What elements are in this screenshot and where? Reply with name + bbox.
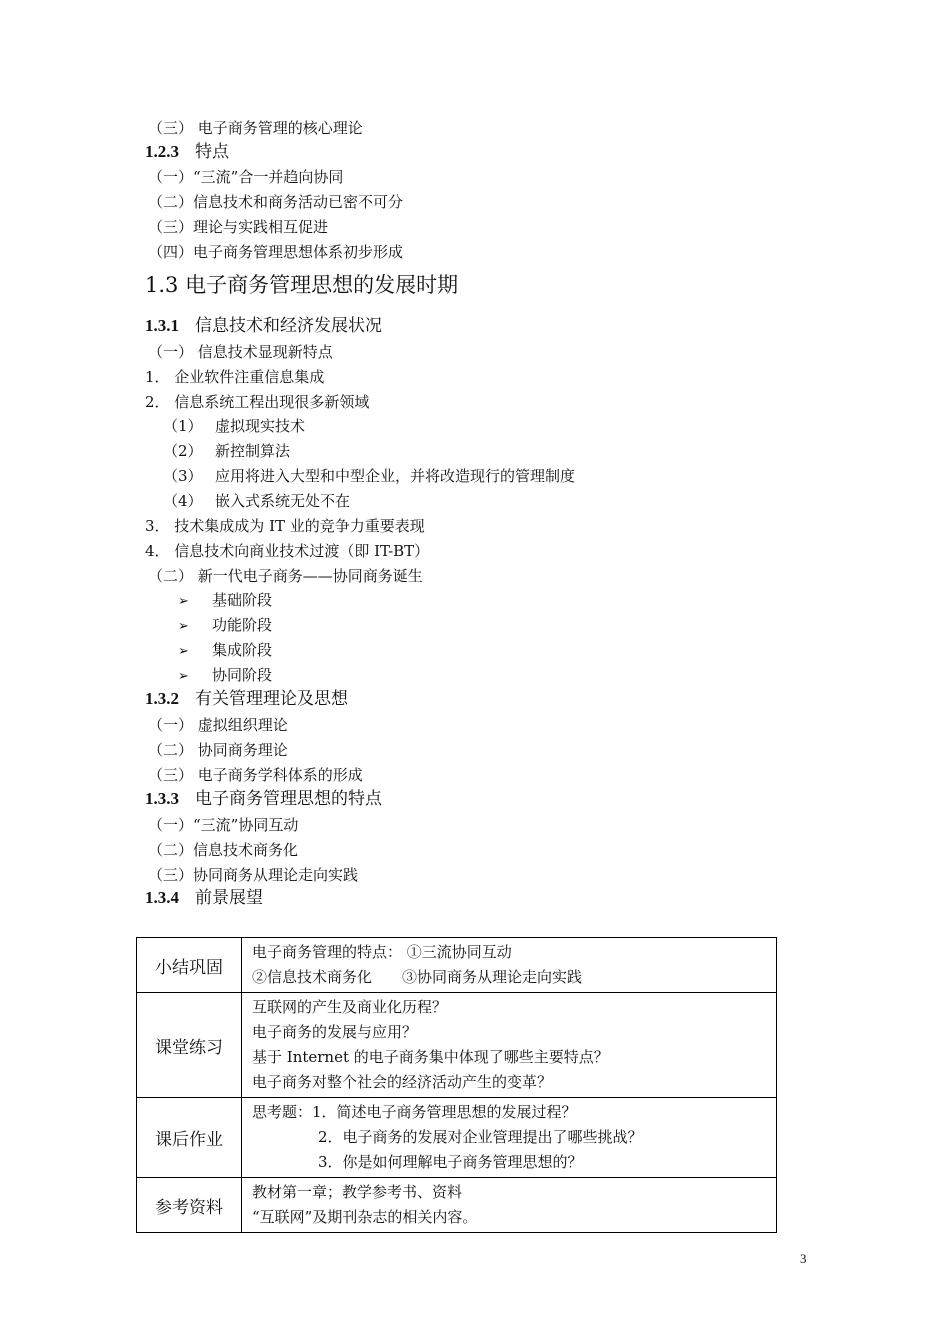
row-label: 课后作业 [137,1098,242,1178]
text-line: （三）协同商务从理论走向实践 [148,866,359,884]
text-line: 4． 信息技术向商业技术过渡（即 IT-BT） [145,542,430,560]
content-line: 思考题：1．简述电子商务管理思想的发展过程？ [252,1103,577,1121]
content-line: “互联网”及期刊杂志的相关内容。 [252,1208,478,1226]
bullet-item [178,640,272,662]
section-heading [145,141,229,163]
text-line: （一）“三流”合一并趋向协同 [148,168,344,186]
section-number: 1.3.1 [145,316,179,335]
content-line: 电子商务的发展与应用？ [252,1023,418,1041]
row-content [242,1098,777,1178]
content-line: 互联网的产生及商业化历程？ [252,998,448,1016]
bullet-item [178,590,272,612]
section-number: 1.2.3 [145,142,179,161]
row-content [242,1178,777,1233]
text-line: （二） 协同商务理论 [148,741,288,759]
table-row [137,1098,777,1178]
content-line: 基于 Internet 的电子商务集中体现了哪些主要特点？ [252,1048,609,1066]
sub-item-text: 虚拟现实技术 [215,417,306,435]
row-label: 参考资料 [137,1178,242,1233]
section-heading [145,315,382,337]
text-line: （三） 电子商务管理的核心理论 [148,119,363,137]
page-number: 3 [800,1251,807,1266]
sub-item-text: 应用将进入大型和中型企业，并将改造现行的管理制度 [215,467,576,485]
text-line: （一） 虚拟组织理论 [148,716,288,734]
section-heading [145,688,348,710]
bullet-text: 协同阶段 [212,666,273,684]
text-line: 1． 企业软件注重信息集成 [145,368,325,386]
arrow-bullet-icon: ➢ [178,594,189,609]
sub-item-mark: （4） [163,492,203,510]
sub-item [163,416,305,436]
text-line: （一）“三流”协同互动 [148,816,299,834]
text-line: （二） 新一代电子商务——协同商务诞生 [148,567,423,585]
text-line: （一） 信息技术显现新特点 [148,343,333,361]
content-line: 电子商务管理的特点： ①三流协同互动 [252,943,512,961]
arrow-bullet-icon: ➢ [178,669,189,684]
text-line: （三）理论与实践相互促进 [148,218,329,236]
table-row [137,993,777,1098]
sub-item-mark: （3） [163,467,203,485]
bullet-text: 基础阶段 [212,591,273,609]
text-line: （二）信息技术和商务活动已密不可分 [148,193,404,211]
content-line: 教材第一章；教学参考书、资料 [252,1183,463,1201]
content-line: ②信息技术商务化 ③协同商务从理论走向实践 [252,968,583,986]
section-heading [145,887,263,909]
sub-item [163,441,290,461]
row-label: 课堂练习 [137,993,242,1098]
sub-item-text: 新控制算法 [215,442,291,460]
section-title: 电子商务管理思想的特点 [195,789,382,809]
content-line: 2．电子商务的发展对企业管理提出了哪些挑战？ [318,1128,643,1146]
row-content [242,938,777,993]
arrow-bullet-icon: ➢ [178,644,189,659]
bullet-item [178,665,272,687]
sub-item-mark: （1） [163,417,203,435]
content-line: 3．你是如何理解电子商务管理思想的？ [318,1153,583,1171]
bullet-item [178,615,272,637]
text-line: （四）电子商务管理思想体系初步形成 [148,243,404,261]
content-line: 电子商务对整个社会的经济活动产生的变革？ [252,1073,553,1091]
row-content [242,993,777,1098]
table-row [137,938,777,993]
sub-item-text: 嵌入式系统无处不在 [215,492,351,510]
sub-item [163,491,350,511]
section-heading [145,788,382,810]
text-line: （二）信息技术商务化 [148,841,299,859]
row-label: 小结巩固 [137,938,242,993]
summary-table [136,937,777,1233]
sub-item [163,466,575,486]
section-number: 1.3.2 [145,689,179,708]
sub-item-mark: （2） [163,442,203,460]
text-line: 2． 信息系统工程出现很多新领域 [145,393,370,411]
section-title: 特点 [195,142,229,162]
section-number: 1.3.3 [145,789,179,808]
bullet-text: 功能阶段 [212,616,273,634]
section-title: 前景展望 [195,888,263,908]
section-number: 1.3.4 [145,888,179,907]
section-title: 有关管理理论及思想 [195,689,348,709]
arrow-bullet-icon: ➢ [178,619,189,634]
section-title: 信息技术和经济发展状况 [195,316,382,336]
text-line: （三） 电子商务学科体系的形成 [148,766,363,784]
bullet-text: 集成阶段 [212,641,273,659]
text-line: 3． 技术集成成为 IT 业的竞争力重要表现 [145,517,425,535]
table-row [137,1178,777,1233]
chapter-heading: 1.3 电子商务管理思想的发展时期 [145,273,459,297]
